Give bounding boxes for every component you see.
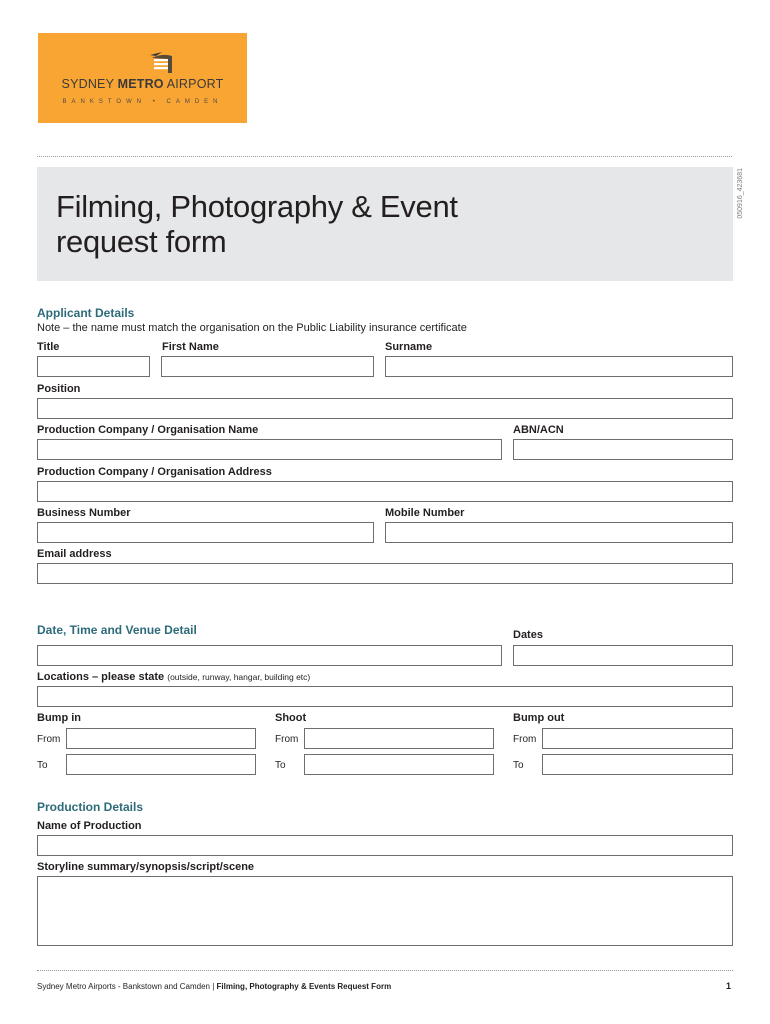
first-name-field[interactable]	[161, 356, 374, 377]
venue-details-heading: Date, Time and Venue Detail	[37, 623, 197, 637]
dates-label: Dates	[513, 629, 543, 641]
page-title-line2: request form	[56, 224, 227, 259]
applicant-details-heading: Applicant Details	[37, 306, 135, 320]
company-name-field[interactable]	[37, 439, 502, 460]
footer-doc-title: Filming, Photography & Events Request Form	[216, 982, 392, 991]
storyline-label: Storyline summary/synopsis/script/scene	[37, 861, 255, 873]
shoot-from-label: From	[275, 734, 299, 745]
business-number-label: Business Number	[37, 507, 131, 519]
title-label: Title	[37, 341, 60, 353]
footer-org: Sydney Metro Airports - Bankstown and Camden |	[37, 982, 217, 991]
surname-label: Surname	[385, 341, 433, 353]
venue-detail-field[interactable]	[37, 645, 502, 666]
production-name-field[interactable]	[37, 835, 733, 856]
bump-out-from-label: From	[513, 734, 537, 745]
footer-divider	[37, 970, 733, 971]
bump-in-to-field[interactable]	[66, 754, 256, 775]
bump-in-to-label: To	[37, 760, 48, 771]
applicant-note: Note – the name must match the organisation on the Public Liability insurance certificate	[37, 322, 467, 334]
title-field[interactable]	[37, 356, 150, 377]
position-field[interactable]	[37, 398, 733, 419]
bump-in-label: Bump in	[37, 712, 81, 724]
shoot-to-field[interactable]	[304, 754, 494, 775]
dates-field[interactable]	[513, 645, 733, 666]
storyline-field[interactable]	[37, 876, 733, 946]
shoot-label: Shoot	[275, 712, 307, 724]
mobile-number-label: Mobile Number	[385, 507, 465, 519]
shoot-from-field[interactable]	[304, 728, 494, 749]
sydney-metro-airport-logo	[38, 33, 247, 123]
locations-field[interactable]	[37, 686, 733, 707]
document-reference: 050916_423681	[737, 168, 744, 219]
locations-label	[37, 671, 310, 683]
page-number: 1	[726, 981, 732, 991]
bump-out-from-field[interactable]	[542, 728, 733, 749]
logo-tagline: BANKSTOWN • CAMDEN	[62, 99, 223, 105]
bump-in-from-label: From	[37, 734, 61, 745]
production-name-label: Name of Production	[37, 820, 142, 832]
abn-label: ABN/ACN	[513, 424, 564, 436]
bump-out-to-label: To	[513, 760, 524, 771]
email-label: Email address	[37, 548, 112, 560]
company-name-label: Production Company / Organisation Name	[37, 424, 259, 436]
locations-hint: (outside, runway, hangar, building etc)	[167, 672, 311, 682]
footer-text	[37, 982, 391, 991]
logo-wordmark: SYDNEY METRO AIRPORT	[61, 77, 224, 91]
mobile-number-field[interactable]	[385, 522, 733, 543]
company-address-label: Production Company / Organisation Address	[37, 466, 272, 478]
bump-out-label: Bump out	[513, 712, 565, 724]
airport-logo-icon	[148, 47, 178, 75]
first-name-label: First Name	[162, 341, 219, 353]
position-label: Position	[37, 383, 81, 395]
surname-field[interactable]	[385, 356, 733, 377]
email-field[interactable]	[37, 563, 733, 584]
title-banner	[37, 167, 733, 281]
shoot-to-label: To	[275, 760, 286, 771]
production-details-heading: Production Details	[37, 800, 144, 814]
bump-out-to-field[interactable]	[542, 754, 733, 775]
header-divider	[37, 156, 732, 157]
bump-in-from-field[interactable]	[66, 728, 256, 749]
locations-label-text: Locations – please state	[37, 671, 165, 683]
business-number-field[interactable]	[37, 522, 374, 543]
company-address-field[interactable]	[37, 481, 733, 502]
abn-field[interactable]	[513, 439, 733, 460]
page-title-line1: Filming, Photography & Event	[56, 189, 458, 224]
